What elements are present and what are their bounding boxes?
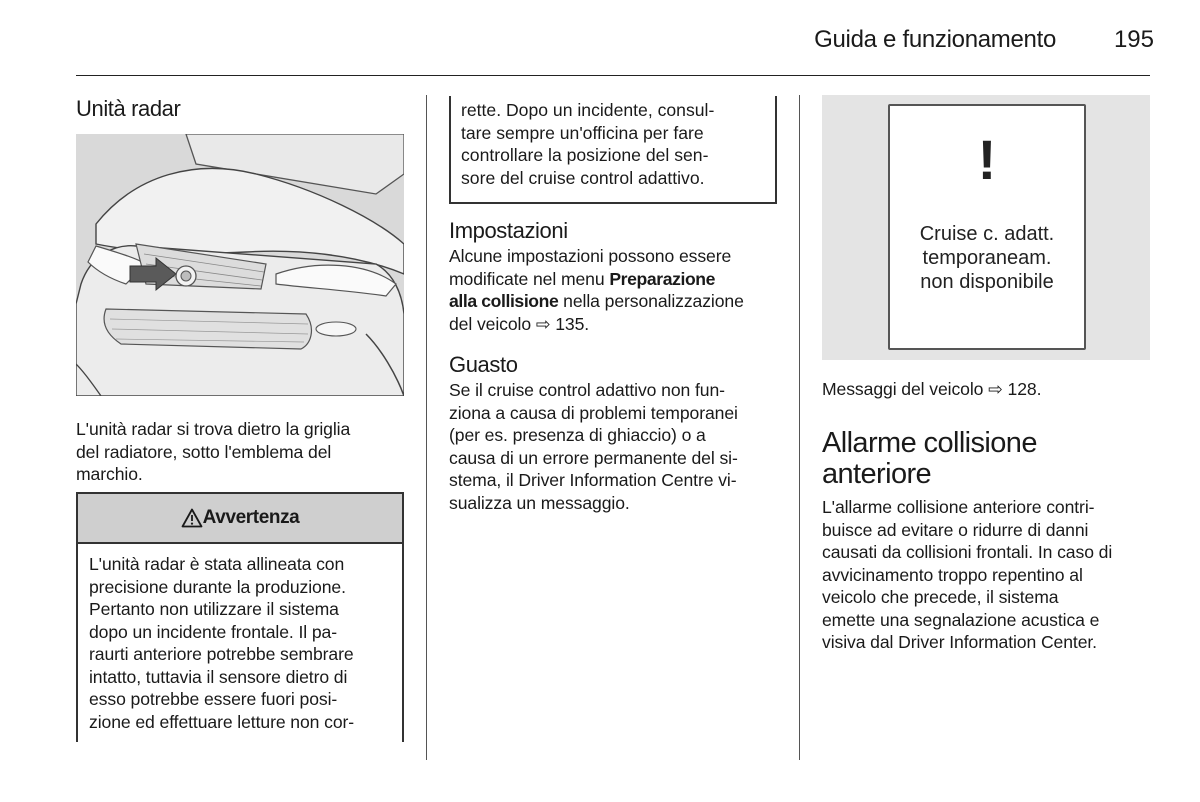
text-line <box>449 290 789 313</box>
header-rule <box>76 75 1150 76</box>
warning-header <box>78 494 402 544</box>
text-line: visiva dal Driver Information Center. <box>822 632 1097 652</box>
text-line: tare sempre un'officina per fare <box>461 122 704 143</box>
text-line: Se il cruise control adattivo non fun- <box>449 380 725 400</box>
text-line: (per es. presenza di ghiaccio) o a <box>449 425 706 445</box>
text-line: Pertanto non utilizzare il sistema <box>89 599 339 619</box>
menu-name: alla collisione <box>449 291 559 311</box>
warning-box <box>76 492 404 742</box>
display-message <box>890 222 1084 294</box>
text-line: Alcune impostazioni possono essere <box>449 246 732 266</box>
display-caption: Messaggi del veicolo ⇨ 128. <box>822 379 1042 399</box>
section-title <box>822 428 1152 490</box>
text-line: intatto, tuttavia il sensore dietro di <box>89 666 348 687</box>
title-line: anteriore <box>822 458 932 490</box>
menu-name: Preparazione <box>609 268 716 289</box>
title-line: Allarme collisione <box>822 427 1037 459</box>
fault-heading: Guasto <box>449 352 518 377</box>
warning-body <box>78 544 402 733</box>
text-run: nella personalizzazione <box>558 291 744 311</box>
text-line: avvicinamento troppo repentino al <box>822 564 1083 585</box>
page-header-title: Guida e funzionamento <box>814 26 1056 53</box>
text-line: raurti anteriore potrebbe sembrare <box>89 644 354 664</box>
display-line: non disponibile <box>920 271 1054 293</box>
settings-heading: Impostazioni <box>449 218 568 243</box>
text-line: L'allarme collisione anteriore contri- <box>822 497 1095 517</box>
radar-unit-heading: Unità radar <box>76 96 181 121</box>
warning-continuation-box <box>449 96 777 204</box>
text-line: ziona a causa di problemi temporanei <box>449 402 738 423</box>
settings-text <box>449 245 789 335</box>
display-panel <box>888 104 1086 350</box>
text-run: modificate nel menu <box>449 268 610 289</box>
text-line: marchio. <box>76 464 143 484</box>
text-line: causati da collisioni frontali. In caso di <box>822 542 1113 562</box>
display-line: Cruise c. adatt. <box>919 223 1055 245</box>
collision-warning-text <box>822 496 1162 654</box>
text-line: buisce ad evitare o ridurre di danni <box>822 519 1089 540</box>
text-line: zione ed effettuare letture non cor- <box>89 711 355 732</box>
text-line: L'unità radar si trova dietro la griglia <box>76 419 351 439</box>
car-front-icon <box>76 134 404 396</box>
text-line: veicolo che precede, il sistema <box>822 587 1059 607</box>
warning-triangle-icon <box>181 508 203 528</box>
text-line: sualizza un messaggio. <box>449 492 630 513</box>
column-divider-2 <box>799 95 800 760</box>
warning-title: Avvertenza <box>202 507 300 528</box>
text-line: precisione durante la produzione. <box>89 576 346 597</box>
fault-text <box>449 379 789 514</box>
text-line: causa di un errore permanente del si- <box>449 447 738 468</box>
text-line: stema, il Driver Information Centre vi- <box>449 470 737 490</box>
radar-unit-description <box>76 418 406 486</box>
text-line: del radiatore, sotto l'emblema del <box>76 441 332 462</box>
text-line: dopo un incidente frontale. Il pa- <box>89 621 337 642</box>
page-number: 195 <box>1113 26 1154 53</box>
exclamation-icon: ! <box>977 128 997 191</box>
text-line <box>449 268 789 291</box>
column-divider-1 <box>426 95 427 760</box>
display-line: temporaneam. <box>922 247 1052 269</box>
page-reference: del veicolo ⇨ 135. <box>449 313 590 334</box>
text-line: sore del cruise control adattivo. <box>461 167 705 188</box>
text-line: esso potrebbe essere fuori posi- <box>89 689 338 709</box>
car-front-radar-illustration <box>76 134 404 396</box>
text-line: L'unità radar è stata allineata con <box>89 554 345 574</box>
driver-info-display-illustration <box>822 95 1150 360</box>
text-line: emette una segnalazione acustica e <box>822 609 1100 630</box>
text-line: controllare la posizione del sen- <box>461 145 709 165</box>
text-line: rette. Dopo un incidente, consul- <box>461 100 715 120</box>
